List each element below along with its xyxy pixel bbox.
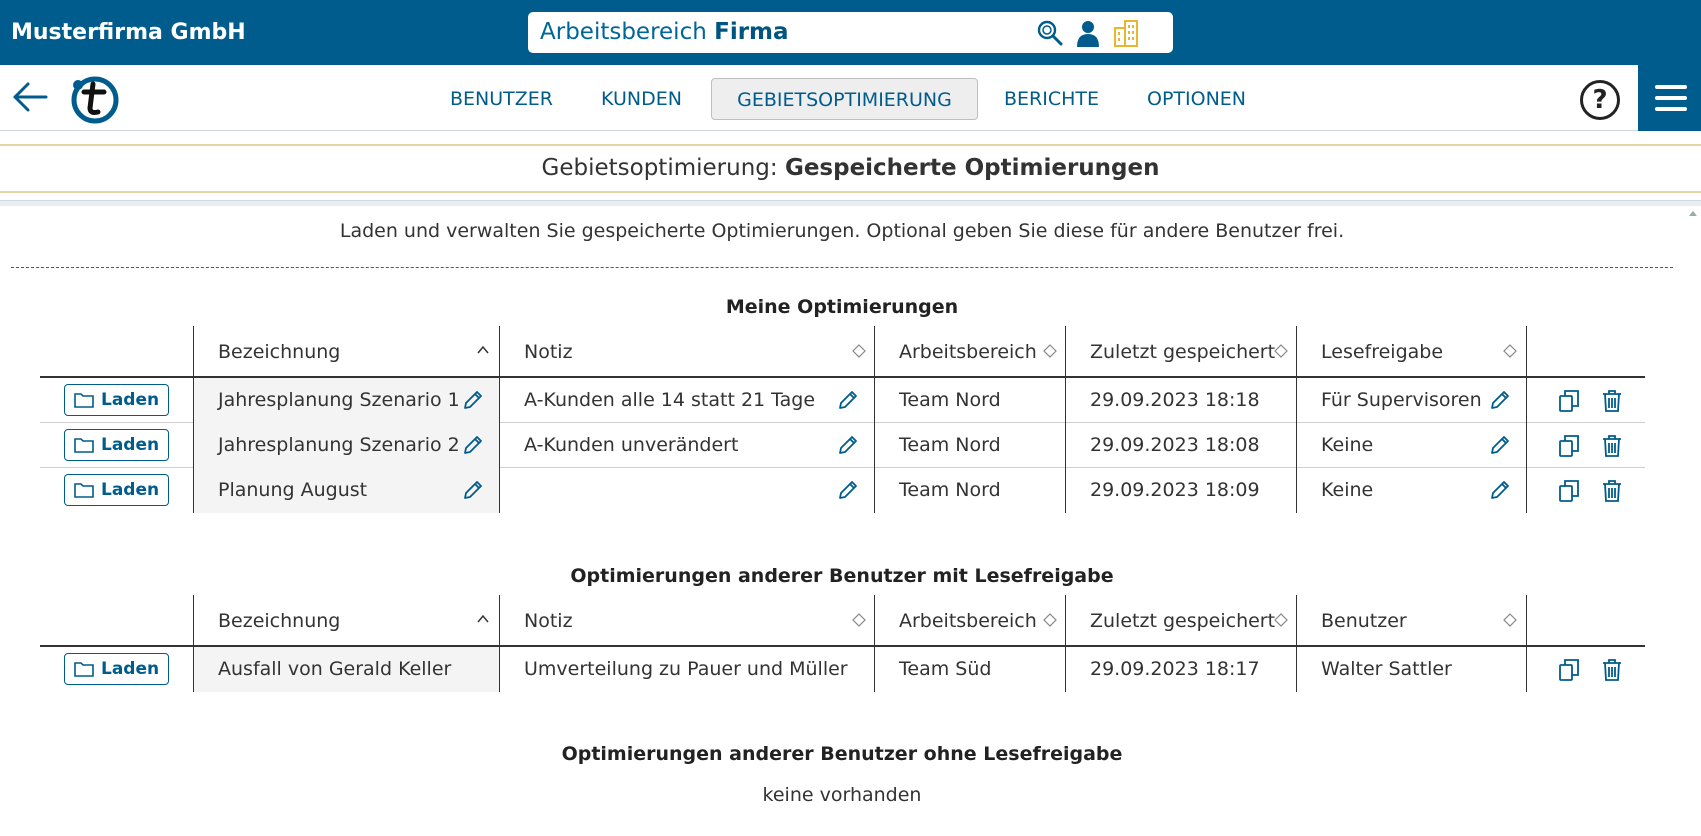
load-button[interactable]: Laden xyxy=(64,384,169,416)
edit-pencil-icon[interactable] xyxy=(837,434,859,456)
cell-notiz xyxy=(500,468,875,513)
col-bezeichnung[interactable]: Bezeichnung xyxy=(218,341,341,363)
col-notiz[interactable]: Notiz xyxy=(524,341,573,363)
cell-lesefreigabe: Keine xyxy=(1321,479,1374,501)
col-lesefreigabe[interactable]: Lesefreigabe xyxy=(1321,341,1444,363)
title-band-bottom xyxy=(0,191,1701,193)
sort-icon[interactable] xyxy=(1043,613,1057,627)
cell-zuletzt-gespeichert: 29.09.2023 18:17 xyxy=(1090,658,1260,680)
workspace-value: Firma xyxy=(714,19,789,45)
col-arbeitsbereich[interactable]: Arbeitsbereich xyxy=(899,610,1037,632)
cell-zuletzt-gespeichert: 29.09.2023 18:08 xyxy=(1090,434,1260,456)
workspace-label: Arbeitsbereich Firma xyxy=(540,19,789,45)
edit-pencil-icon[interactable] xyxy=(462,479,484,501)
load-button[interactable]: Laden xyxy=(64,653,169,685)
app-logo[interactable] xyxy=(68,74,120,124)
sort-icon[interactable] xyxy=(1274,613,1288,627)
content-top-border xyxy=(0,200,1701,206)
cell-arbeitsbereich: Team Nord xyxy=(899,389,1001,411)
table-row xyxy=(40,378,1645,423)
edit-pencil-icon[interactable] xyxy=(462,389,484,411)
trash-icon[interactable] xyxy=(1601,479,1623,503)
workspace-selector[interactable] xyxy=(528,12,1173,53)
company-name: Musterfirma GmbH xyxy=(11,20,246,45)
folder-icon xyxy=(74,481,94,499)
building-icon[interactable] xyxy=(1111,18,1141,48)
table-row xyxy=(40,647,1645,692)
help-button[interactable]: ? xyxy=(1580,80,1620,120)
back-arrow-icon[interactable] xyxy=(12,81,48,113)
edit-pencil-icon[interactable] xyxy=(1489,389,1511,411)
copy-icon[interactable] xyxy=(1558,479,1580,503)
section-title-shared: Optimierungen anderer Benutzer mit Lesefreigabe xyxy=(570,565,1114,587)
hamburger-menu-button[interactable] xyxy=(1638,65,1701,131)
trash-icon[interactable] xyxy=(1601,389,1623,413)
empty-message: keine vorhanden xyxy=(762,784,922,806)
folder-icon xyxy=(74,436,94,454)
sort-asc-icon[interactable] xyxy=(476,613,490,627)
table-row xyxy=(40,423,1645,468)
cell-arbeitsbereich: Team Süd xyxy=(899,658,992,680)
folder-icon xyxy=(74,391,94,409)
table-mine xyxy=(40,326,1645,514)
page-title: Gebietsoptimierung: Gespeicherte Optimierungen xyxy=(541,155,1160,181)
divider xyxy=(11,267,1673,268)
edit-pencil-icon[interactable] xyxy=(462,434,484,456)
folder-icon xyxy=(74,660,94,678)
nav-bar xyxy=(0,65,1701,131)
cell-zuletzt-gespeichert: 29.09.2023 18:18 xyxy=(1090,389,1260,411)
cell-lesefreigabe: Für Supervisoren xyxy=(1321,389,1482,411)
intro-text: Laden und verwalten Sie gespeicherte Optimierungen. Optional geben Sie diese für andere Benutzer frei. xyxy=(339,220,1345,242)
search-icon[interactable] xyxy=(1035,18,1065,48)
cell-arbeitsbereich: Team Nord xyxy=(899,479,1001,501)
cell-notiz: A-Kunden unverändert xyxy=(524,434,739,456)
user-icon[interactable] xyxy=(1073,18,1103,48)
sort-icon[interactable] xyxy=(1503,344,1517,358)
edit-pencil-icon[interactable] xyxy=(837,479,859,501)
table-header xyxy=(40,595,1645,647)
col-bezeichnung[interactable]: Bezeichnung xyxy=(218,610,341,632)
cell-zuletzt-gespeichert: 29.09.2023 18:09 xyxy=(1090,479,1260,501)
copy-icon[interactable] xyxy=(1558,389,1580,413)
top-bar xyxy=(0,0,1701,65)
cell-bezeichnung: Jahresplanung Szenario 1 xyxy=(194,378,500,423)
tab-kunden[interactable]: KUNDEN xyxy=(601,88,682,110)
tab-optionen[interactable]: OPTIONEN xyxy=(1147,88,1247,110)
table-header xyxy=(40,326,1645,378)
sort-icon[interactable] xyxy=(852,344,866,358)
trash-icon[interactable] xyxy=(1601,434,1623,458)
tab-benutzer[interactable]: BENUTZER xyxy=(450,88,553,110)
cell-benutzer: Walter Sattler xyxy=(1321,658,1452,680)
cell-arbeitsbereich: Team Nord xyxy=(899,434,1001,456)
col-zuletzt-gespeichert[interactable]: Zuletzt gespeichert xyxy=(1090,341,1276,363)
load-button[interactable]: Laden xyxy=(64,474,169,506)
copy-icon[interactable] xyxy=(1558,658,1580,682)
section-title-unshared: Optimierungen anderer Benutzer ohne Lesefreigabe xyxy=(561,743,1123,765)
sort-icon[interactable] xyxy=(1503,613,1517,627)
col-benutzer[interactable]: Benutzer xyxy=(1321,610,1407,632)
tab-gebietsoptimierung[interactable]: GEBIETSOPTIMIERUNG xyxy=(711,78,978,120)
edit-pencil-icon[interactable] xyxy=(1489,434,1511,456)
sort-icon[interactable] xyxy=(1274,344,1288,358)
tab-berichte[interactable]: BERICHTE xyxy=(1004,88,1100,110)
table-row xyxy=(40,468,1645,513)
sort-icon[interactable] xyxy=(1043,344,1057,358)
sort-asc-icon[interactable] xyxy=(476,344,490,358)
table-shared xyxy=(40,595,1645,693)
load-button[interactable]: Laden xyxy=(64,429,169,461)
section-title-mine: Meine Optimierungen xyxy=(725,296,959,318)
cell-notiz: A-Kunden alle 14 statt 21 Tage xyxy=(524,389,816,411)
cell-notiz: Umverteilung zu Pauer und Müller xyxy=(524,658,848,680)
col-notiz[interactable]: Notiz xyxy=(524,610,573,632)
copy-icon[interactable] xyxy=(1558,434,1580,458)
edit-pencil-icon[interactable] xyxy=(837,389,859,411)
sort-icon[interactable] xyxy=(852,613,866,627)
cell-lesefreigabe: Keine xyxy=(1321,434,1374,456)
col-zuletzt-gespeichert[interactable]: Zuletzt gespeichert xyxy=(1090,610,1276,632)
cell-bezeichnung: Planung August xyxy=(194,468,500,513)
edit-pencil-icon[interactable] xyxy=(1489,479,1511,501)
col-arbeitsbereich[interactable]: Arbeitsbereich xyxy=(899,341,1037,363)
trash-icon[interactable] xyxy=(1601,658,1623,682)
scrollbar[interactable] xyxy=(1684,206,1701,836)
cell-bezeichnung: Jahresplanung Szenario 2 xyxy=(194,423,500,468)
cell-bezeichnung: Ausfall von Gerald Keller xyxy=(194,647,500,692)
